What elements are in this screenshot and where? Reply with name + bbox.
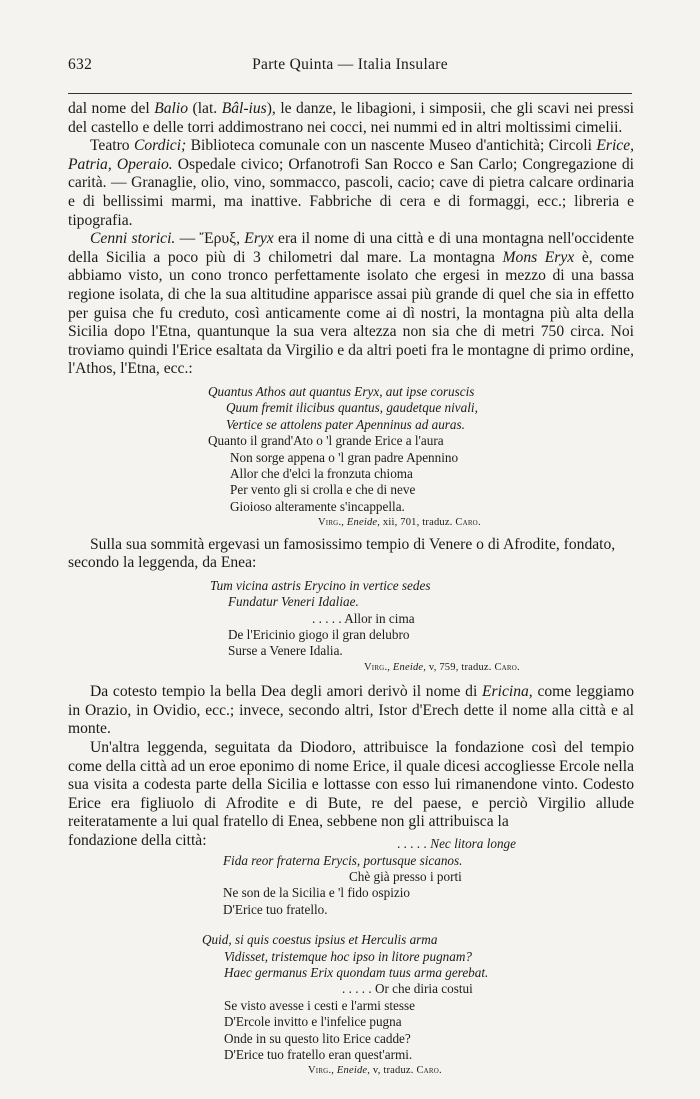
paragraph-leggenda-last-line: fondazione della città: . . . . . Nec litora longe xyxy=(68,832,634,851)
italian-verse: Chè già presso i porti xyxy=(349,868,462,884)
quote-cesti xyxy=(202,932,634,1080)
italian-verse: Ne son de la Sicilia e 'l fido ospizio xyxy=(223,885,410,901)
italian-verse: Se visto avesse i cesti e l'armi stesse xyxy=(224,997,415,1013)
body-text xyxy=(68,100,634,1084)
paragraph-balio: dal nome del Balio (lat. Bâl-ius), le danze, le libagioni, i simposii, che gli scavi nei pressi del castello e delle torri addimostrano nei cocci, nei nummi ed in altri moltissimi cimelii. xyxy=(68,100,634,136)
citation: Virg., Eneide, v, traduz. Caro. xyxy=(308,1065,442,1077)
latin-verse: Quantus Athos aut quantus Eryx, aut ipse coruscis xyxy=(208,383,475,399)
italian-verse: D'Erice tuo fratello eran quest'armi. xyxy=(224,1047,413,1062)
quote-athos xyxy=(208,384,634,532)
quote-fraterna xyxy=(223,853,634,919)
latin-verse: Haec germanus Erix quondam tuus arma gerebat. xyxy=(224,964,489,980)
quote-tempio xyxy=(210,578,634,676)
latin-verse: Fundatur Veneri Idaliae. xyxy=(228,594,359,610)
paragraph-cenni-storici: Cenni storici. — Ἔρυξ, Eryx era il nome di una città e di una montagna nell'occidente della Sicilia a poco più di 3 chilometri dal mare. La montagna Mons Eryx è, come abbiamo visto, un cono tronco perfettamente isolato che ergesi in mezzo di una bassa regione isolata, di che la sua altitudine apparisce assai più grande di quel che sia in effetto per guisa che fu creduto, così anticamente come ai dì nostri, la montagna più alta della Sicilia dopo l'Etna, quantunque la sua vera altezza non sia che di metri 750 circa. Noi troviamo quindi l'Erice esaltata da Virgilio e da altri poeti fra le montagne di primo ordine, l'Athos, l'Etna, ecc.: xyxy=(68,230,634,378)
paragraph-tempio-venere: Sulla sua sommità ergevasi un famosissimo tempio di Venere o di Afrodite, fondato, secondo la leggenda, da Enea: xyxy=(68,535,616,572)
latin-verse: Vidisset, tristemque hoc ipso in litore pugnam? xyxy=(224,948,472,964)
italian-verse: Surse a Venere Idalia. xyxy=(228,643,343,659)
italian-verse: Onde in su questo lito Erice cadde? xyxy=(224,1030,411,1046)
running-title: Parte Quinta — Italia Insulare xyxy=(252,56,448,73)
italian-verse: D'Erice tuo fratello. xyxy=(223,901,328,917)
italian-verse: Quanto il grand'Ato o 'l grande Erice a l'aura xyxy=(208,433,444,449)
header-rule xyxy=(68,93,632,94)
italian-verse: D'Ercole invitto e l'infelice pugna xyxy=(224,1014,402,1030)
latin-verse: Tum vicina astris Erycino in vertice sedes xyxy=(210,577,431,593)
italian-verse: Gioioso alteramente s'incappella. xyxy=(230,498,405,514)
citation: Virg., Eneide, v, 759, traduz. Caro. xyxy=(364,661,520,673)
italian-verse: Non sorge appena o 'l gran padre Apennino xyxy=(230,449,459,465)
paragraph-leggenda: Un'altra leggenda, seguitata da Diodoro, attribuisce la fondazione così del tempio come della città ad un eroe eponimo di nome Erice, il quale dicesi accogliesse Ercole nella sua visita a codesta parte della Sicilia e lottasse con esso lui rimanendone vinto. Codesto Erice era figliuolo di Afrodite e di Bute, re del paese, e perciò Virgilio allude reiteratamente a lui qual fratello di Enea, sebbene non gli attribuisca la xyxy=(68,738,634,831)
italian-verse: . . . . . Allor in cima xyxy=(312,610,415,626)
latin-verse: . . . . . Nec litora longe xyxy=(397,835,516,851)
paragraph-ericina: Da cotesto tempio la bella Dea degli amori derivò il nome di Ericina, come leggiamo in Orazio, in Ovidio, ecc.; invece, secondo altri, Istor d'Erech dette il nome alla città e al monte. xyxy=(68,683,634,738)
latin-verse: Vertice se attolens pater Apenninus ad auras. xyxy=(226,416,465,432)
citation: Virg., Eneide, xii, 701, traduz. Caro. xyxy=(318,517,481,529)
italian-verse: . . . . . Or che diria costui xyxy=(342,981,473,997)
italian-verse: Per vento gli si crolla e che di neve xyxy=(230,482,416,498)
page-number: 632 xyxy=(68,56,93,73)
italian-verse: De l'Ericinio giogo il gran delubro xyxy=(228,626,410,642)
paragraph-teatro: Teatro Cordici; Biblioteca comunale con un nascente Museo d'antichità; Circoli Erice, Patria, Operaio. Ospedale civico; Orfanotrofi San Rocco e San Carlo; Congregazione di carità. — Granaglie, olio, vino, sommacco, pascoli, cacio; cave di pietra calcare ordinaria e di bellissimi marmi, ma inattive. Fabbriche di cera e di formaggi, ecc.; libreria e tipografia. xyxy=(68,137,635,229)
latin-verse: Fida reor fraterna Erycis, portusque sicanos. xyxy=(223,852,463,868)
italian-verse: Allor che d'elci la fronzuta chioma xyxy=(230,465,413,481)
latin-verse: Quid, si quis coestus ipsius et Herculis arma xyxy=(202,932,438,948)
latin-verse: Quum fremit ilicibus quantus, gaudetque nivali, xyxy=(226,400,478,416)
running-head xyxy=(68,56,632,82)
